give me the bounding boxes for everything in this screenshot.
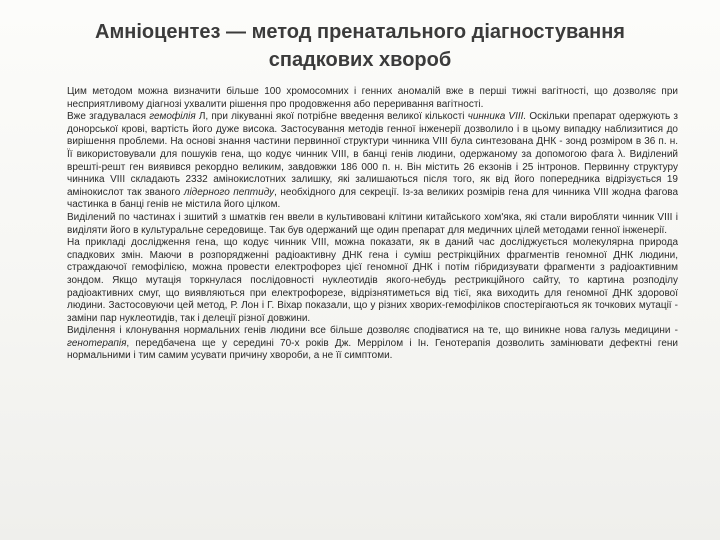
slide-body-text (67, 86, 678, 363)
paragraph (67, 86, 678, 111)
paragraph (67, 237, 678, 325)
slide-title (40, 18, 680, 74)
paragraph-text: Цим методом можна визначити більше 100 хромосомних і генних аномалій вже в перші тижні вагітності, що дозволяє при несприятливому діагнозі ухвалити рішення про продовження або переривання вагітності. (67, 86, 678, 110)
paragraph-text: Л, при лікуванні якої потрібне введення великої кількості (195, 111, 468, 123)
paragraph-text: Оскільки препарат одержують з донорської крові, вартість його дуже висока. Застосування методів генної інженерії дозволило і в цьому випадку наблизитися до вирішення проблеми. На основі знання частини первинної структури чинника VIII була синтезована ДНК - зонд розміром в 36 п. н. Її використовували для пошуків гена, що кодує чинник VIII, в банці генів людини, одержаному за допомогою фага λ. Виділений врешті-решт ген виявився рекордно великим, завдовжки 186 000 п. н. Він містить 26 екзонів і 25 інтронов. Первинну структуру чинника VIII складають 2332 амінокислотних залишку, які залишаються після того, як від його попередника відрізується 19 амінокислот так званого (67, 111, 678, 198)
paragraph (67, 325, 678, 363)
paragraph-text: , необхідного для секреції. Із-за великих розмірів гена для чинника VIII жодна фагова частинка в банці генів не містила його цілком. (67, 186, 679, 211)
paragraph-text: На прикладі дослідження гена, що кодує чинник VIII, можна показати, як в даний час досліджується молекулярна природа спадкових змін. Маючи в розпорядженні радіоактивну ДНК гена і суміш рестрікційних фрагментів геномної ДНК людини, страждаючої гемофілією, можна провести електрофорез цієї геномної ДНК і потім гібридизувати фрагменти з радіоактивним зондом. Якщо мутація торкнулася послідовності нуклеотидів якого-небудь рестрикційного сайту, то картина розподілу радіоактивних смуг, що виявляються при електрофорезе, відрізнятиметься від тієї, яка виходить для геномної ДНК здорової людини. Застосовуючи цей метод, Р. Лон і Г. Віхар показали, що у різних хворих-гемофіліков спостерігаються як точкових мутації - заміни пар нуклеотидів, так і делеції різної довжини. (67, 237, 678, 324)
paragraph-text: Виділення і клонування нормальних генів людини все більше дозволяє сподіватися на те, що виникне нова галузь медицини - (67, 325, 678, 337)
paragraph-text: Вже згадувалася (67, 111, 150, 123)
slide-title-line-1: Амніоцентез — метод пренатального діагностування (95, 21, 625, 43)
italic-term: чинника VIII. (467, 111, 527, 123)
slide-title-line-2: спадкових хвороб (268, 49, 452, 71)
italic-term: лідерного пептиду (183, 186, 275, 198)
italic-term: генотерапія (67, 337, 127, 349)
italic-term: гемофілія (149, 111, 196, 123)
paragraph (67, 111, 678, 212)
paragraph (67, 212, 678, 237)
paragraph-text: Виділений по частинах і зшитий з шматків ген ввели в культивовані клітини китайського хом'яка, які стали виробляти чинник VIII і виділяти його в культуральне середовище. Так був одержаний ще один препарат для медичних цілей методами генної інженерії. (67, 211, 678, 236)
paragraph-text: , передбачена ще у середині 70-х років Дж. Меррілом і Ін. Генотерапія дозволить замінювати дефектні гени нормальними і тим самим усувати причину хвороби, а не її симптоми. (67, 337, 678, 362)
